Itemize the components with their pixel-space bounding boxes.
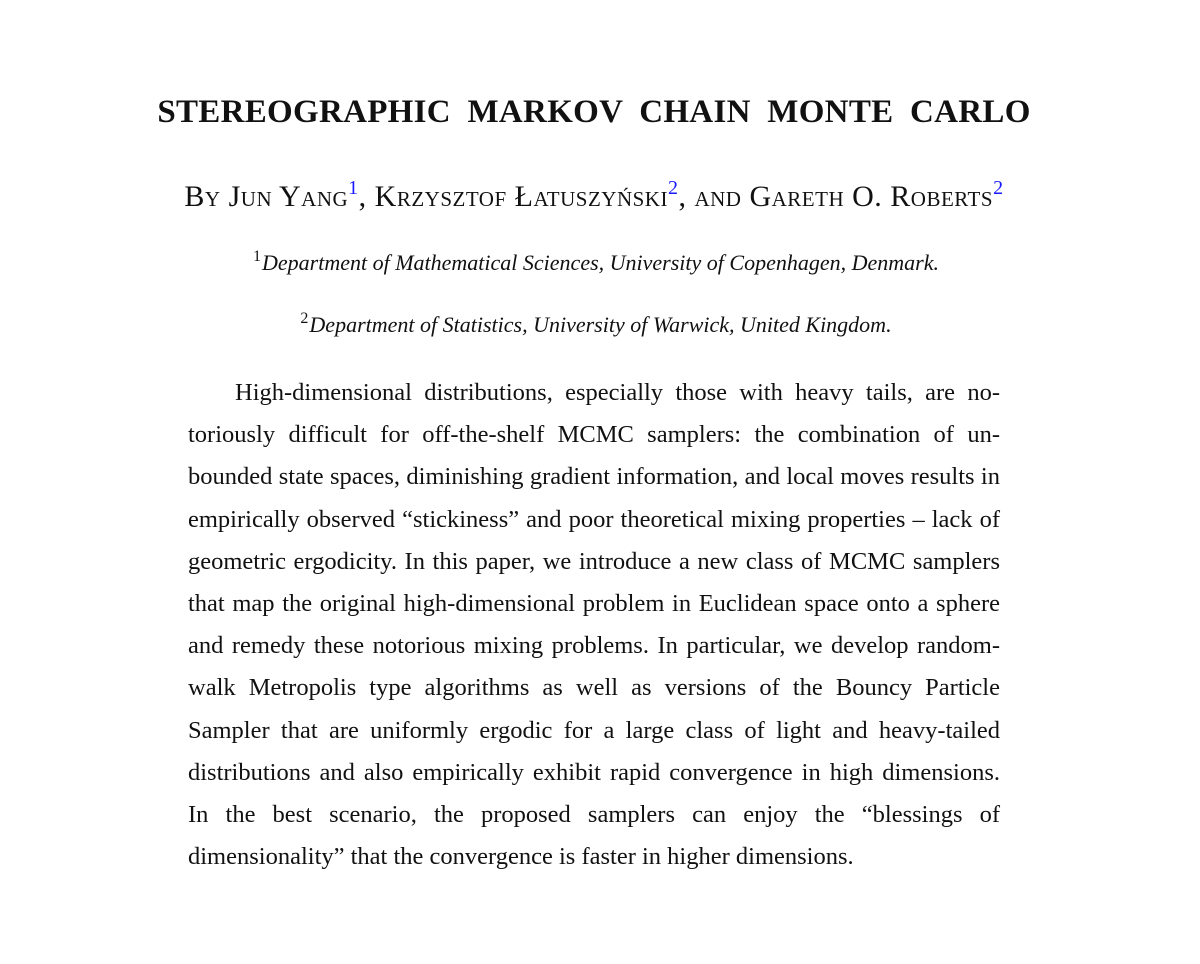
affiliation-text: Department of Mathematical Sciences, University of Copenhagen, Denmark. bbox=[262, 250, 939, 275]
author-name: Krzysztof Łatuszyński bbox=[374, 180, 668, 213]
author-name: Gareth O. Roberts bbox=[749, 180, 994, 213]
paper-title: STEREOGRAPHIC MARKOV CHAIN MONTE CARLO bbox=[157, 94, 1031, 130]
author-separator: , and bbox=[678, 180, 750, 213]
abstract-paragraph: High-dimensional distributions, especially those with heavy tails, are notoriously difficult for off-the-shelf MCMC samplers: the combination of unbounded state spaces, diminishing gradient information, and local moves results in empirically observed “stickiness” and poor theoretical mixing properties – lack of geometric ergodicity. In this paper, we introduce a new class of MCMC samplers that map the original high-dimensional problem in Euclidean space onto a sphere and remedy these notorious mixing problems. In particular, we develop random-walk Metropolis type algorithms as well as versions of the Bouncy Particle Sampler that are uniformly ergodic for a large class of light and heavy-tailed distributions and also empirically exhibit rapid convergence in high dimensions. In the best scenario, the proposed samplers can enjoy the “blessings of dimensionality” that the convergence is faster in higher dimensions. bbox=[188, 379, 1000, 871]
author-name: Jun Yang bbox=[228, 180, 349, 213]
author-line bbox=[0, 177, 1188, 214]
affiliation bbox=[0, 312, 1192, 338]
affiliation-marker: 1 bbox=[253, 248, 262, 265]
author-separator: , bbox=[358, 180, 375, 213]
affiliation-text: Department of Statistics, University of Warwick, United Kingdom. bbox=[309, 312, 892, 337]
affiliation-marker-link[interactable]: 1 bbox=[348, 177, 359, 199]
author-prefix: By bbox=[184, 180, 221, 213]
affiliation bbox=[0, 250, 1192, 276]
affiliation-marker: 2 bbox=[300, 310, 309, 327]
affiliation-marker-link[interactable]: 2 bbox=[667, 177, 679, 199]
affiliation-marker-link[interactable]: 2 bbox=[993, 177, 1004, 199]
